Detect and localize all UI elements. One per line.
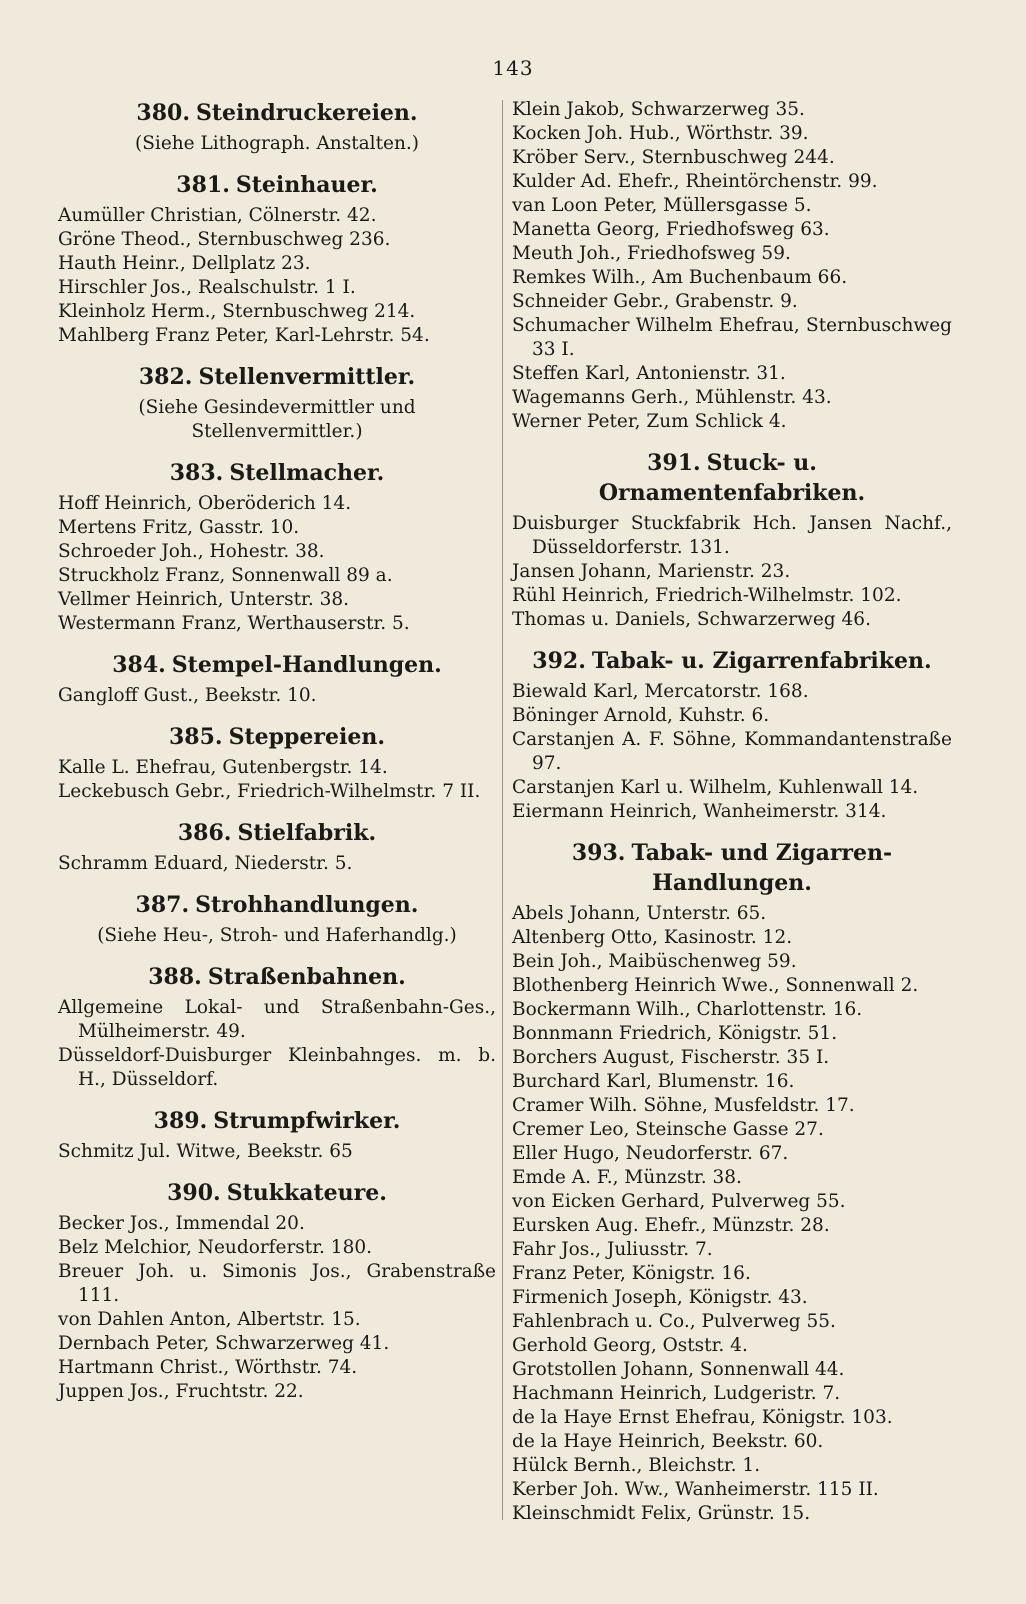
list-item: Aumüller Christian, Cölnerstr. 42. <box>58 205 377 226</box>
entry-list <box>58 1212 496 1404</box>
directory-section <box>58 818 496 876</box>
section-heading <box>58 98 496 128</box>
list-item: Breuer Joh. u. Simonis Jos., Grabenstraße 111. <box>58 1261 496 1306</box>
list-item: Mertens Fritz, Gasstr. 10. <box>58 517 300 538</box>
list-item: Allgemeine Lokal- und Straßenbahn-Ges., Mülheimerstr. 49. <box>58 997 496 1042</box>
list-item: Kerber Joh. Ww., Wanheimerstr. 115 II. <box>512 1479 879 1500</box>
section-title: Tabak- u. Zigarrenfabriken. <box>591 648 932 674</box>
list-item: Hirschler Jos., Realschulstr. 1 I. <box>58 277 356 298</box>
section-number: 383. <box>169 460 224 486</box>
page-number: 143 <box>492 56 534 80</box>
section-number: 387. <box>135 892 190 918</box>
section-heading <box>58 170 496 200</box>
section-heading <box>512 448 952 508</box>
directory-section <box>58 890 496 948</box>
section-note: (Siehe Lithograph. Anstalten.) <box>135 133 419 154</box>
list-item: Wagemanns Gerh., Mühlenstr. 43. <box>512 387 832 408</box>
section-title: Stuck- u. Ornamentenfabriken. <box>598 450 866 506</box>
directory-section <box>58 458 496 636</box>
section-number: 393. <box>571 840 626 866</box>
entry-list <box>58 1140 496 1164</box>
list-item: Becker Jos., Immendal 20. <box>58 1213 305 1234</box>
section-number: 392. <box>532 648 586 674</box>
section-note: (Siehe Gesindevermittler und Stellenvermittler.) <box>138 397 416 442</box>
directory-section <box>58 1178 496 1404</box>
list-item: Carstanjen Karl u. Wilhelm, Kuhlenwall 14. <box>512 777 919 798</box>
directory-section <box>58 1106 496 1164</box>
list-item: von Dahlen Anton, Albertstr. 15. <box>58 1309 361 1330</box>
section-number: 382. <box>138 364 193 390</box>
list-item: Eiermann Heinrich, Wanheimerstr. 314. <box>512 801 887 822</box>
list-item: Rühl Heinrich, Friedrich-Wilhelmstr. 102. <box>512 585 902 606</box>
list-item: Emde A. F., Münzstr. 38. <box>512 1167 742 1188</box>
list-item: Eller Hugo, Neudorferstr. 67. <box>512 1143 789 1164</box>
section-heading <box>58 458 496 488</box>
directory-section <box>58 170 496 348</box>
section-title: Steppereien. <box>228 724 385 750</box>
section-title: Strumpfwirker. <box>213 1108 401 1134</box>
list-item: Bein Joh., Maibüschenweg 59. <box>512 951 797 972</box>
list-item: Belz Melchior, Neudorferstr. 180. <box>58 1237 373 1258</box>
section-heading <box>58 362 496 392</box>
list-item: Schroeder Joh., Hohestr. 38. <box>58 541 325 562</box>
list-item: Schumacher Wilhelm Ehefrau, Sternbuschweg 33 I. <box>512 315 952 360</box>
list-item: Kröber Serv., Sternbuschweg 244. <box>512 147 835 168</box>
list-item: Thomas u. Daniels, Schwarzerweg 46. <box>512 609 871 630</box>
section-heading <box>512 646 952 676</box>
entry-list <box>58 852 496 876</box>
section-heading <box>58 818 496 848</box>
column-divider <box>502 100 503 1520</box>
section-title: Straßenbahnen. <box>207 964 406 990</box>
list-item: Werner Peter, Zum Schlick 4. <box>512 411 787 432</box>
section-title: Stukkateure. <box>226 1180 387 1206</box>
section-number: 384. <box>112 652 166 678</box>
list-item: Kalle L. Ehefrau, Gutenbergstr. 14. <box>58 757 388 778</box>
list-item: Fahlenbrach u. Co., Pulverweg 55. <box>512 1311 836 1332</box>
section-title: Strohhandlungen. <box>195 892 419 918</box>
directory-section <box>512 448 952 632</box>
list-item: Franz Peter, Königstr. 16. <box>512 1263 751 1284</box>
list-item: Kleinschmidt Felix, Grünstr. 15. <box>512 1503 811 1524</box>
section-title: Tabak- und Zigarren-Handlungen. <box>631 840 893 896</box>
list-item: Eursken Aug. Ehefr., Münzstr. 28. <box>512 1215 830 1236</box>
directory-section <box>58 650 496 708</box>
list-item: Kulder Ad. Ehefr., Rheintörchenstr. 99. <box>512 171 878 192</box>
section-heading <box>58 890 496 920</box>
list-item: Hoff Heinrich, Oberöderich 14. <box>58 493 352 514</box>
list-item: Klein Jakob, Schwarzerweg 35. <box>512 99 805 120</box>
list-item: Jansen Johann, Marienstr. 23. <box>512 561 791 582</box>
directory-section <box>512 838 952 1526</box>
entry-list <box>58 684 496 708</box>
section-heading <box>58 722 496 752</box>
list-item: Altenberg Otto, Kasinostr. 12. <box>512 927 793 948</box>
section-number: 391. <box>647 450 701 476</box>
list-item: Biewald Karl, Mercatorstr. 168. <box>512 681 809 702</box>
list-item: Struckholz Franz, Sonnenwall 89 a. <box>58 565 393 586</box>
list-item: Grotstollen Johann, Sonnenwall 44. <box>512 1359 845 1380</box>
list-item: Hartmann Christ., Wörthstr. 74. <box>58 1357 358 1378</box>
list-item: Abels Johann, Unterstr. 65. <box>512 903 767 924</box>
list-item: Hachmann Heinrich, Ludgeristr. 7. <box>512 1383 841 1404</box>
directory-section <box>58 722 496 804</box>
list-item: Remkes Wilh., Am Buchenbaum 66. <box>512 267 848 288</box>
list-item: Blothenberg Heinrich Wwe., Sonnenwall 2. <box>512 975 919 996</box>
list-item: Mahlberg Franz Peter, Karl-Lehrstr. 54. <box>58 325 430 346</box>
list-item: Firmenich Joseph, Königstr. 43. <box>512 1287 808 1308</box>
section-title: Steindruckereien. <box>195 100 418 126</box>
list-item: Bonnmann Friedrich, Königstr. 51. <box>512 1023 838 1044</box>
entry-list <box>512 680 952 824</box>
section-title: Steinhauer. <box>235 172 378 198</box>
list-item: Leckebusch Gebr., Friedrich-Wilhelmstr. 7 II. <box>58 781 481 802</box>
section-heading <box>58 1178 496 1208</box>
entry-list <box>58 756 496 804</box>
list-item: Schneider Gebr., Grabenstr. 9. <box>512 291 798 312</box>
section-heading <box>58 1106 496 1136</box>
section-title: Stellmacher. <box>229 460 385 486</box>
section-heading <box>58 962 496 992</box>
list-item: Schramm Eduard, Niederstr. 5. <box>58 853 353 874</box>
entry-list <box>512 902 952 1526</box>
list-item: Hauth Heinr., Dellplatz 23. <box>58 253 311 274</box>
list-item: Böninger Arnold, Kuhstr. 6. <box>512 705 770 726</box>
list-item: de la Haye Ernst Ehefrau, Königstr. 103. <box>512 1407 893 1428</box>
directory-section <box>58 362 496 444</box>
left-column <box>58 98 496 1418</box>
list-item: Düsseldorf-Duisburger Kleinbahnges. m. b. H., Düsseldorf. <box>58 1045 496 1090</box>
directory-section <box>58 98 496 156</box>
section-number: 390. <box>167 1180 221 1206</box>
list-item: Burchard Karl, Blumenstr. 16. <box>512 1071 795 1092</box>
right-column <box>512 98 952 1540</box>
list-item: Steffen Karl, Antonienstr. 31. <box>512 363 786 384</box>
list-item: Fahr Jos., Juliusstr. 7. <box>512 1239 713 1260</box>
section-number: 388. <box>148 964 202 990</box>
entry-list <box>58 492 496 636</box>
entry-list <box>512 512 952 632</box>
section-note: (Siehe Heu-, Stroh- und Haferhandlg.) <box>97 925 457 946</box>
section-number: 385. <box>169 724 223 750</box>
entry-list <box>58 204 496 348</box>
section-title: Stielfabrik. <box>237 820 377 846</box>
section-number: 389. <box>153 1108 208 1134</box>
directory-section <box>512 646 952 824</box>
list-item: Carstanjen A. F. Söhne, Kommandantenstraße 97. <box>512 729 952 774</box>
directory-section <box>512 98 952 434</box>
list-item: Westermann Franz, Werthauserstr. 5. <box>58 613 410 634</box>
list-item: Manetta Georg, Friedhofsweg 63. <box>512 219 830 240</box>
list-item: Gangloff Gust., Beekstr. 10. <box>58 685 317 706</box>
entry-list <box>58 996 496 1092</box>
list-item: Borchers August, Fischerstr. 35 I. <box>512 1047 830 1068</box>
section-title: Stellenvermittler. <box>198 364 416 390</box>
list-item: Kocken Joh. Hub., Wörthstr. 39. <box>512 123 809 144</box>
section-title: Stempel-Handlungen. <box>171 652 442 678</box>
list-item: Kleinholz Herm., Sternbuschweg 214. <box>58 301 416 322</box>
list-item: Dernbach Peter, Schwarzerweg 41. <box>58 1333 390 1354</box>
list-item: Hülck Bernh., Bleichstr. 1. <box>512 1455 761 1476</box>
section-heading <box>58 650 496 680</box>
list-item: Vellmer Heinrich, Unterstr. 38. <box>58 589 350 610</box>
list-item: Duisburger Stuckfabrik Hch. Jansen Nachf., Düsseldorferstr. 131. <box>512 513 952 558</box>
list-item: Juppen Jos., Fruchtstr. 22. <box>58 1381 304 1402</box>
section-number: 381. <box>176 172 230 198</box>
entry-list <box>512 98 952 434</box>
list-item: Gerhold Georg, Oststr. 4. <box>512 1335 748 1356</box>
directory-section <box>58 962 496 1092</box>
list-item: van Loon Peter, Müllersgasse 5. <box>512 195 812 216</box>
list-item: von Eicken Gerhard, Pulverweg 55. <box>512 1191 846 1212</box>
section-number: 380. <box>136 100 190 126</box>
list-item: Cremer Leo, Steinsche Gasse 27. <box>512 1119 824 1140</box>
section-heading <box>512 838 952 898</box>
list-item: Cramer Wilh. Söhne, Musfeldstr. 17. <box>512 1095 855 1116</box>
list-item: de la Haye Heinrich, Beekstr. 60. <box>512 1431 824 1452</box>
list-item: Schmitz Jul. Witwe, Beekstr. 65 <box>58 1141 353 1162</box>
list-item: Gröne Theod., Sternbuschweg 236. <box>58 229 391 250</box>
list-item: Meuth Joh., Friedhofsweg 59. <box>512 243 791 264</box>
list-item: Bockermann Wilh., Charlottenstr. 16. <box>512 999 863 1020</box>
section-number: 386. <box>177 820 232 846</box>
